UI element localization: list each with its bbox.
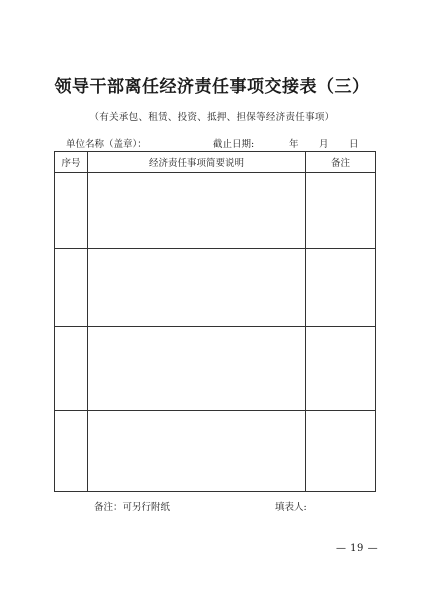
cell-seq[interactable]: [55, 327, 88, 411]
cell-description[interactable]: [88, 249, 306, 327]
page-number: — 19 —: [336, 543, 379, 554]
table-row: [55, 327, 376, 411]
document-subtitle: （有关承包、租赁、投资、抵押、担保等经济责任事项）: [89, 112, 335, 123]
cell-seq[interactable]: [55, 249, 88, 327]
header-seq: 序号: [55, 152, 88, 173]
document-title: 领导干部离任经济责任事项交接表（三）: [54, 77, 370, 97]
cell-remarks[interactable]: [306, 249, 376, 327]
cell-remarks[interactable]: [306, 411, 376, 492]
header-remarks: 备注: [306, 152, 376, 173]
cell-seq[interactable]: [55, 173, 88, 249]
handover-table: [54, 151, 376, 492]
deadline-label: 截止日期:: [213, 139, 255, 150]
year-label: 年: [289, 139, 299, 150]
cell-description[interactable]: [88, 327, 306, 411]
day-label: 日: [349, 139, 359, 150]
cell-remarks[interactable]: [306, 327, 376, 411]
cell-description[interactable]: [88, 411, 306, 492]
filler-label: 填表人:: [275, 502, 307, 513]
table-row: [55, 411, 376, 492]
cell-remarks[interactable]: [306, 173, 376, 249]
month-label: 月: [319, 139, 329, 150]
footer-note: 备注：可另行附纸: [94, 502, 171, 513]
table-row: [55, 173, 376, 249]
unit-name-label: 单位名称（盖章）：: [66, 139, 147, 150]
cell-description[interactable]: [88, 173, 306, 249]
table-row: [55, 249, 376, 327]
table-header-row: [55, 152, 376, 173]
header-description: 经济责任事项简要说明: [88, 152, 306, 173]
cell-seq[interactable]: [55, 411, 88, 492]
